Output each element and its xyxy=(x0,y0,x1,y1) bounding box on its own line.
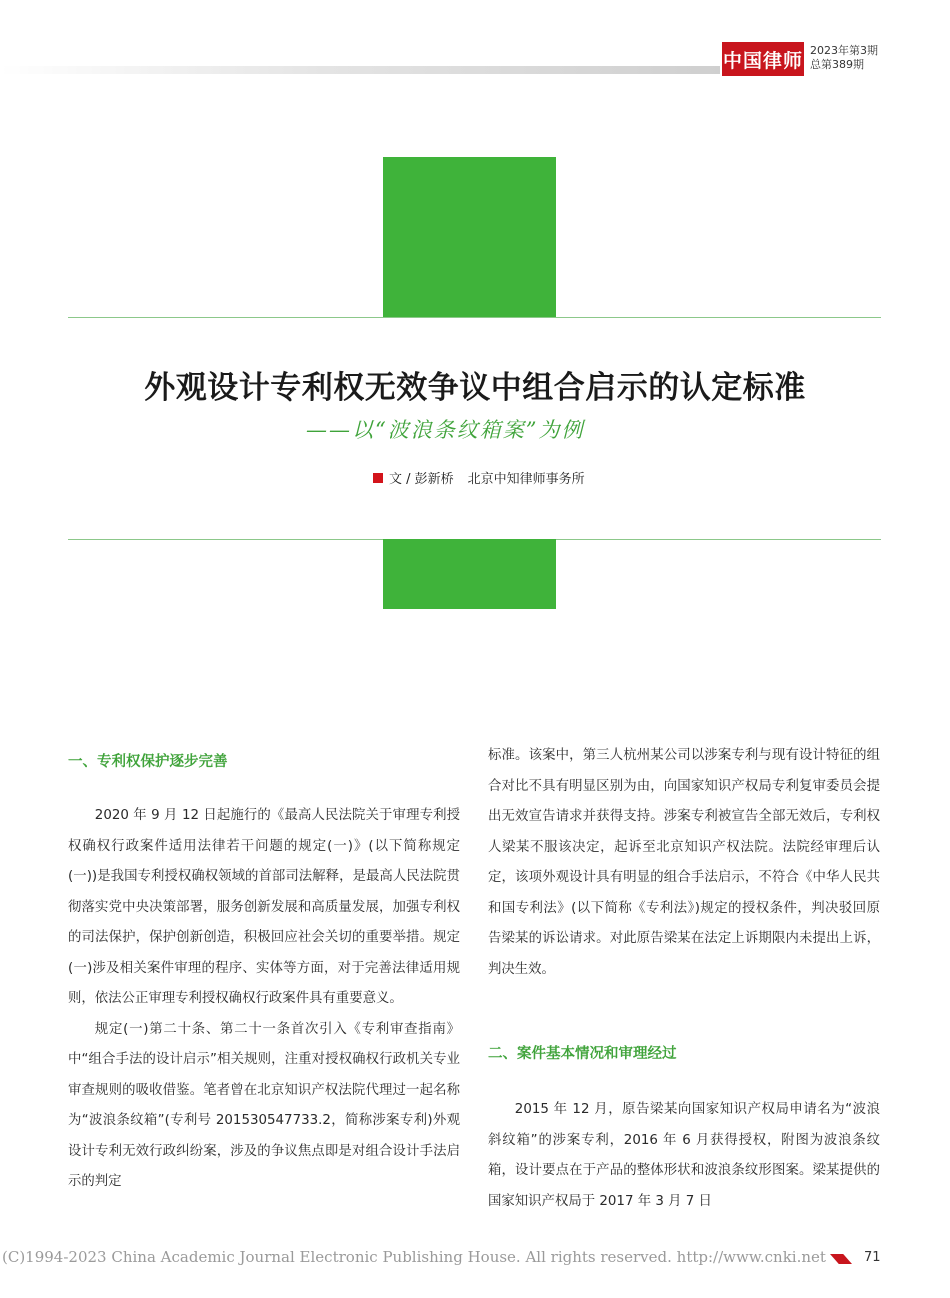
copyright-notice: (C)1994-2023 China Academic Journal Electronic Publishing House. All rights reserved. http://www.cnki.net xyxy=(2,1248,826,1266)
byline-marker xyxy=(373,473,383,483)
section1-paragraph-2: 规定(一)第二十条、第二十一条首次引入《专利审查指南》中“组合手法的设计启示”相关规则，注重对授权确权行政机关专业审查规则的吸收借鉴。笔者曾在北京知识产权法院代理过一起名称为“波浪条纹箱”(专利号 201530547733.2，简称涉案专利)外观设计专利无效行政纠纷案，涉及的争议焦点即是对组合设计手法启示的判定 xyxy=(68,1021,460,1189)
left-column xyxy=(68,801,460,1198)
green-block-top xyxy=(383,157,556,317)
green-block-bottom xyxy=(383,539,556,609)
article-subtitle: ——以“波浪条纹箱案”为例 xyxy=(306,418,585,442)
byline xyxy=(373,468,585,487)
author: 文 / 彭新桥 xyxy=(389,472,454,487)
magazine-name: 中国律师 xyxy=(722,49,803,72)
issue-line: 2023年第3期 xyxy=(810,44,878,57)
article-title: 外观设计专利权无效争议中组合启示的认定标准 xyxy=(144,370,806,406)
header-rule xyxy=(0,66,720,74)
section1-paragraph-1: 2020 年 9 月 12 日起施行的《最高人民法院关于审理专利授权确权行政案件适用法律若干问题的规定(一)》(以下简称规定(一))是我国专利授权确权领域的首部司法解释，是最高人民法院贯彻落实党中央决策部署，服务创新发展和高质量发展，加强专利权的司法保护，保护创新创造，积极回应社会关切的重要举措。规定(一)涉及相关案件审理的程序、实体等方面，对于完善法律适用规则，依法公正审理专利授权确权行政案件具有重要意义。 xyxy=(68,808,460,1006)
footer-marker xyxy=(830,1254,852,1264)
magazine-logo xyxy=(722,42,804,76)
page-number: 71 xyxy=(864,1250,881,1265)
section1-heading: 一、专利权保护逐步完善 xyxy=(68,754,228,770)
total-issue-line: 总第389期 xyxy=(810,58,864,71)
issue-info xyxy=(810,44,878,72)
affiliation: 北京中知律师事务所 xyxy=(467,472,585,487)
section2-heading: 二、案件基本情况和审理经过 xyxy=(488,1046,677,1062)
green-rule-top xyxy=(68,317,881,318)
right-column-continuation xyxy=(488,741,880,985)
section2-paragraph-1: 2015 年 12 月，原告梁某向国家知识产权局申请名为“波浪斜纹箱”的涉案专利，2016 年 6 月获得授权，附图为波浪条纹箱，设计要点在于产品的整体形状和波浪条纹形图案。梁某提供的国家知识产权局于 2017 年 3 月 7 日 xyxy=(488,1102,880,1209)
section2-body xyxy=(488,1095,880,1217)
continuation-paragraph: 标准。该案中，第三人杭州某公司以涉案专利与现有设计特征的组合对比不具有明显区别为由，向国家知识产权局专利复审委员会提出无效宣告请求并获得支持。涉案专利被宣告全部无效后，专利权人梁某不服该决定，起诉至北京知识产权法院。法院经审理后认定，该项外观设计具有明显的组合手法启示，不符合《中华人民共和国专利法》(以下简称《专利法》)规定的授权条件，判决驳回原告梁某的诉讼请求。对此原告梁某在法定上诉期限内未提出上诉，判决生效。 xyxy=(488,748,880,977)
